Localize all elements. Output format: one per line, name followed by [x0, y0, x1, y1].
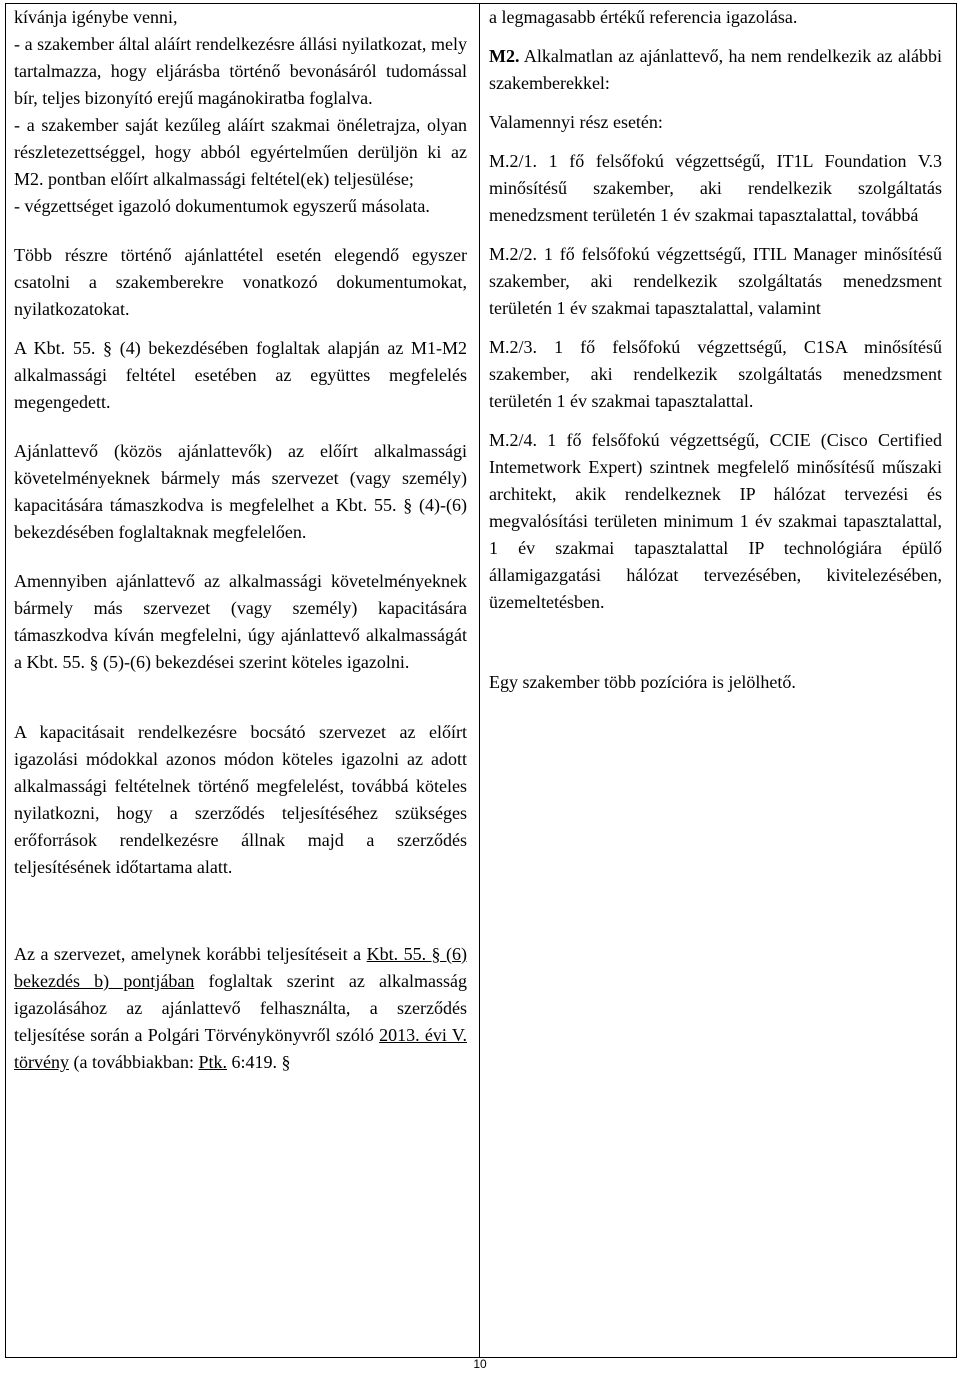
m2-3-requirement: M.2/3. 1 fő felsőfokú végzettségű, C1SA minősítésű szakember, aki rendelkezik szolgáltatás menedzsment területén 1 év szakmai tapasztalattal. [489, 337, 942, 411]
m2-heading-paragraph [489, 43, 942, 97]
m2-text: Alkalmatlan az ajánlattevő, ha nem rendelkezik az alábbi szakemberekkel: [489, 46, 942, 93]
left-column [14, 4, 467, 1076]
law-reference-link[interactable]: Ptk. [198, 1052, 227, 1072]
m2-1-requirement: M.2/1. 1 fő felsőfokú végzettségű, IT1L Foundation V.3 minősítésű szakember, aki rendelkezik szolgáltatás menedzsment területén 1 év szakmai tapasztalattal, továbbá [489, 151, 942, 225]
paragraph-kbt-55-4: A Kbt. 55. § (4) bekezdésében foglaltak alapján az M1-M2 alkalmassági feltétel esetében az együttes megfelelés megengedett. [14, 338, 467, 412]
paragraph-capacity-proof: Amennyiben ajánlattevő az alkalmassági követelményeknek bármely más szervezet (vagy személy) kapacitására támaszkodva kíván megfelelni, úgy ajánlattevő alkalmasságát a Kbt. 55. § (5)-(6) bekezdései szerint köteles igazolni. [14, 571, 467, 672]
column-divider [479, 3, 480, 1358]
multiple-positions-note: Egy szakember több pozícióra is jelölhető. [489, 672, 796, 692]
law-reference-link[interactable]: Kbt. 55. § (6) bekezdés b) pontjában [14, 944, 467, 991]
paragraph-multiple-parts: Több részre történő ajánlattétel esetén elegendő egyszer csatolni a szakemberekre vonatkozó dokumentumokat, nyilatkozatokat. [14, 245, 467, 319]
requirements-list: kívánja igénybe venni, - a szakember által aláírt rendelkezésre állási nyilatkozat, mely tartalmazza, hogy eljárásba történő bevonásáról tudomással bír, teljes bizonyító erejű magánokiratba foglalva. - a szakember saját kezűleg aláírt szakmai önéletrajza, olyan részletezettséggel, hogy abból egyértelműen derüljön ki az M2. pontban előírt alkalmassági feltétel(ek) teljesülése; - végzettséget igazoló dokumentumok egyszerű másolata. [14, 7, 467, 216]
text-segment: Az a szervezet, amelynek korábbi teljesítéseit a [14, 944, 367, 964]
law-reference-link[interactable]: 2013. évi V. törvény [14, 1025, 467, 1072]
m2-2-requirement: M.2/2. 1 fő felsőfokú végzettségű, ITIL Manager minősítésű szakember, aki rendelkezik szolgáltatás menedzsment területén 1 év szakmai tapasztalattal, valamint [489, 244, 942, 318]
text-segment: foglaltak szerint az alkalmasság igazolásához az ajánlattevő felhasználta, a szerződés teljesítése során a Polgári Törvénykönyvről szóló [14, 971, 468, 1045]
paragraph-prior-performance [14, 941, 467, 1076]
reference-proof-line: a legmagasabb értékű referencia igazolása. [489, 7, 798, 27]
all-parts-label: Valamennyi rész esetén: [489, 112, 663, 132]
paragraph-capacity-reliance: Ajánlattevő (közös ajánlattevők) az előírt alkalmassági követelményeknek bármely más szervezet (vagy személy) kapacitására támaszkodva is megfelelhet a Kbt. 55. § (4)-(6) bekezdésében foglaltaknak megfelelően. [14, 441, 467, 542]
right-column [489, 4, 942, 696]
page-number: 10 [473, 1357, 487, 1371]
m2-4-requirement: M.2/4. 1 fő felsőfokú végzettségű, CCIE (Cisco Certified Intemetwork Expert) szintnek megfelelő minősítésű műszaki architekt, akik rendelkeznek IP hálózat tervezési és megvalósítási területen minimum 1 év szakmai tapasztalattal, 1 év szakmai tapasztalattal IP technológiára épülő államigazgatási hálózat tervezésében, kivitelezésében, üzemeltetésben. [489, 430, 942, 612]
paragraph-resource-provider: A kapacitásait rendelkezésre bocsátó szervezet az előírt igazolási módokkal azonos módon köteles igazolni az adott alkalmassági feltételnek történő megfelelést, továbbá köteles nyilatkozni, hogy a szerződés teljesítéséhez szükséges erőforrások rendelkezésre állnak majd a szerződés teljesítésének időtartama alatt. [14, 722, 467, 877]
text-segment: 6:419. § [226, 1052, 291, 1072]
m2-label: M2. [489, 46, 520, 66]
text-segment: (a továbbiakban: [68, 1052, 199, 1072]
